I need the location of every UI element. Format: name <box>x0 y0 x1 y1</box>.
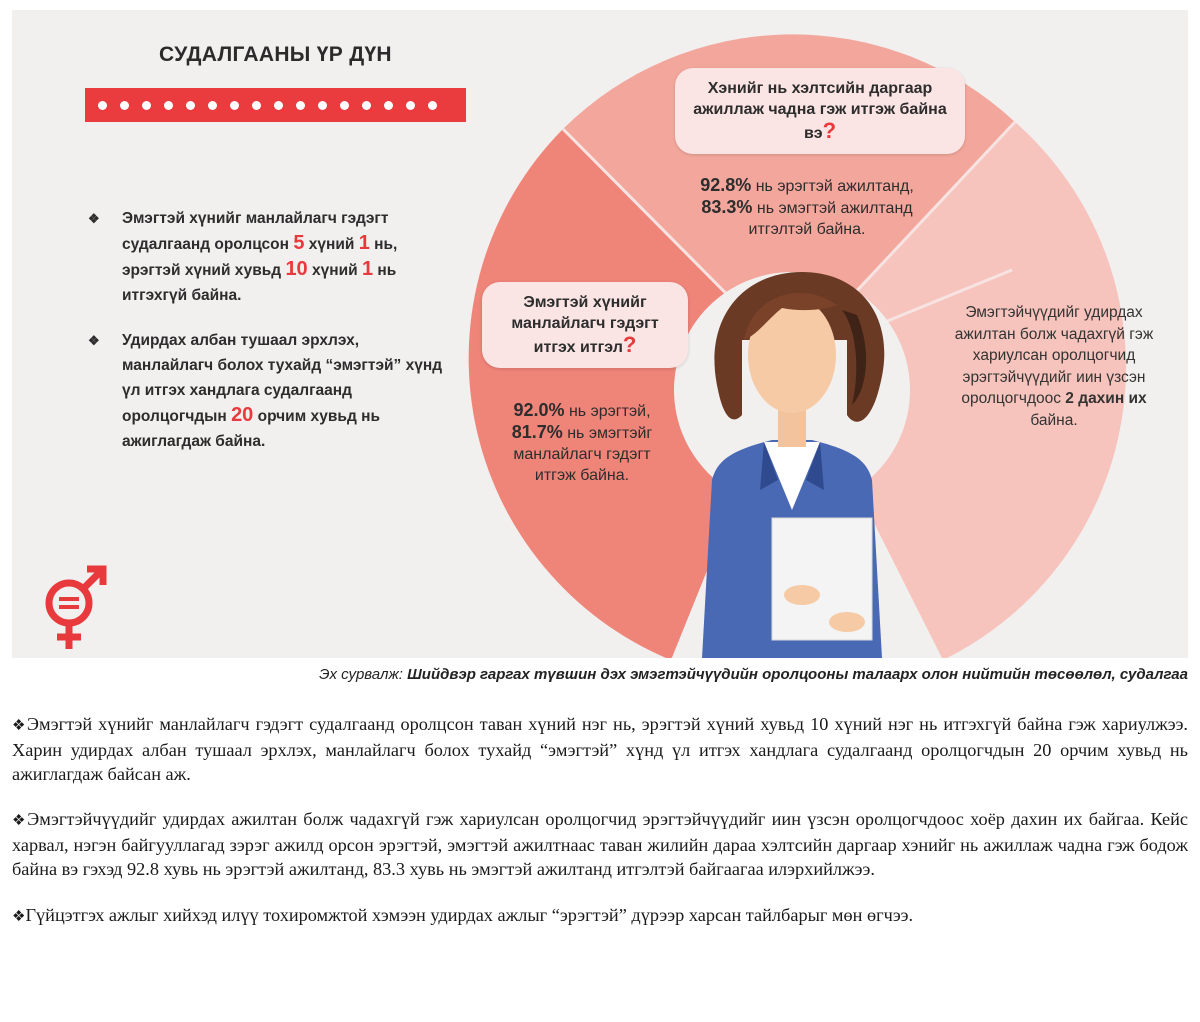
diamond-bullet-icon: ❖ <box>88 333 100 348</box>
infographic-title: СУДАЛГААНЫ ҮР ДҮН <box>159 43 392 66</box>
finding-bullet <box>88 206 448 308</box>
paragraph: ❖Эмэгтэйчүүдийг удирдах ажилтан болж чадахгүй гэж хариулсан оролцогчид эрэгтэйчүүдийг иин үзсэн оролцогчдоос хоёр дахин их байгаа. Кейс харвал, нэгэн байгууллагад зэрэг ажилд орсон эрэгтэй, эмэгтэй ажилтнаас таван жилийн дараа хэлтсийн даргаар хэнийг нь ажиллаж чадна гэж бодож байна вэ гэхэд 92.8 хувь нь эрэгтэй ажилтанд, 83.3 хувь нь эмэгтэй ажилтанд итгэлтэй байгаагаа илэрхийлжээ. <box>12 809 1188 879</box>
finding-text: Эмэгтэй хүнийг манлайлагч гэдэгт судалгаанд оролцсон 5 хүний 1 нь, эрэгтэй хүний хувьд 10 хүний 1 нь итгэхгүй байна. <box>122 210 398 304</box>
paragraph: ❖Эмэгтэй хүнийг манлайлагч гэдэгт судалгаанд оролцсон таван хүний нэг нь, эрэгтэй хүний хувьд 10 хүний нэг нь итгэхгүй байна гэж хариулжээ. Харин удирдах албан тушаал эрхлэх, манлайлагч болох тухайд “эмэгтэй” хүнд үл итгэх хандлага судалгаанд оролцогчдын 20 орчим хувьд нь ажиглагдаж байсан аж. <box>12 714 1188 784</box>
paragraph: ❖Гүйцэтгэх ажлыг хийхэд илүү тохиромжтой хэмээн удирдах ажлыг “эрэгтэй” дүрээр харсан тайлбарыг мөн өгчээ. <box>12 904 914 925</box>
stat-left: 92.0% нь эрэгтэй, 81.7% нь эмэгтэйг манлайлагч гэдэгт итгэж байна. <box>511 400 653 484</box>
source-caption: Эх сурвалж: Шийдвэр гаргах түвшин дэх эмэгтэйчүүдийн оролцооны талаарх олон нийтийн төсөөлөл, судалгаа <box>319 666 1188 683</box>
question-bubble-left: Эмэгтэй хүнийг манлайлагч гэдэгт итгэх итгэл? <box>482 282 688 368</box>
woman-illustration <box>674 272 910 658</box>
infographic <box>12 10 1188 658</box>
body-text <box>12 713 1188 952</box>
dotted-red-bar <box>85 88 466 122</box>
finding-bullets <box>88 206 448 474</box>
diamond-bullet-icon: ❖ <box>88 211 100 226</box>
finding-bullet <box>88 328 448 454</box>
stat-top: 92.8% нь эрэгтэй ажилтанд, 83.3% нь эмэгтэй ажилтанд итгэлтэй байна. <box>700 175 914 238</box>
question-bubble-top: Хэнийг нь хэлтсийн даргаар ажиллаж чадна гэж итгэж байна вэ? <box>675 68 965 154</box>
gender-equality-icon <box>37 565 117 651</box>
stat-right: Эмэгтэйчүүдийг удирдах ажилтан болж чадахгүй гэж хариулсан оролцогчид эрэгтэйчүүдийг иин үзсэн оролцогчдоос 2 дахин их байна. <box>954 304 1154 429</box>
finding-text: Удирдах албан тушаал эрхлэх, манлайлагч болох тухайд “эмэгтэй” хүнд үл итгэх хандлага судалгаанд оролцогчдын 20 орчим хувьд нь ажиглагдаж байна. <box>122 332 443 450</box>
